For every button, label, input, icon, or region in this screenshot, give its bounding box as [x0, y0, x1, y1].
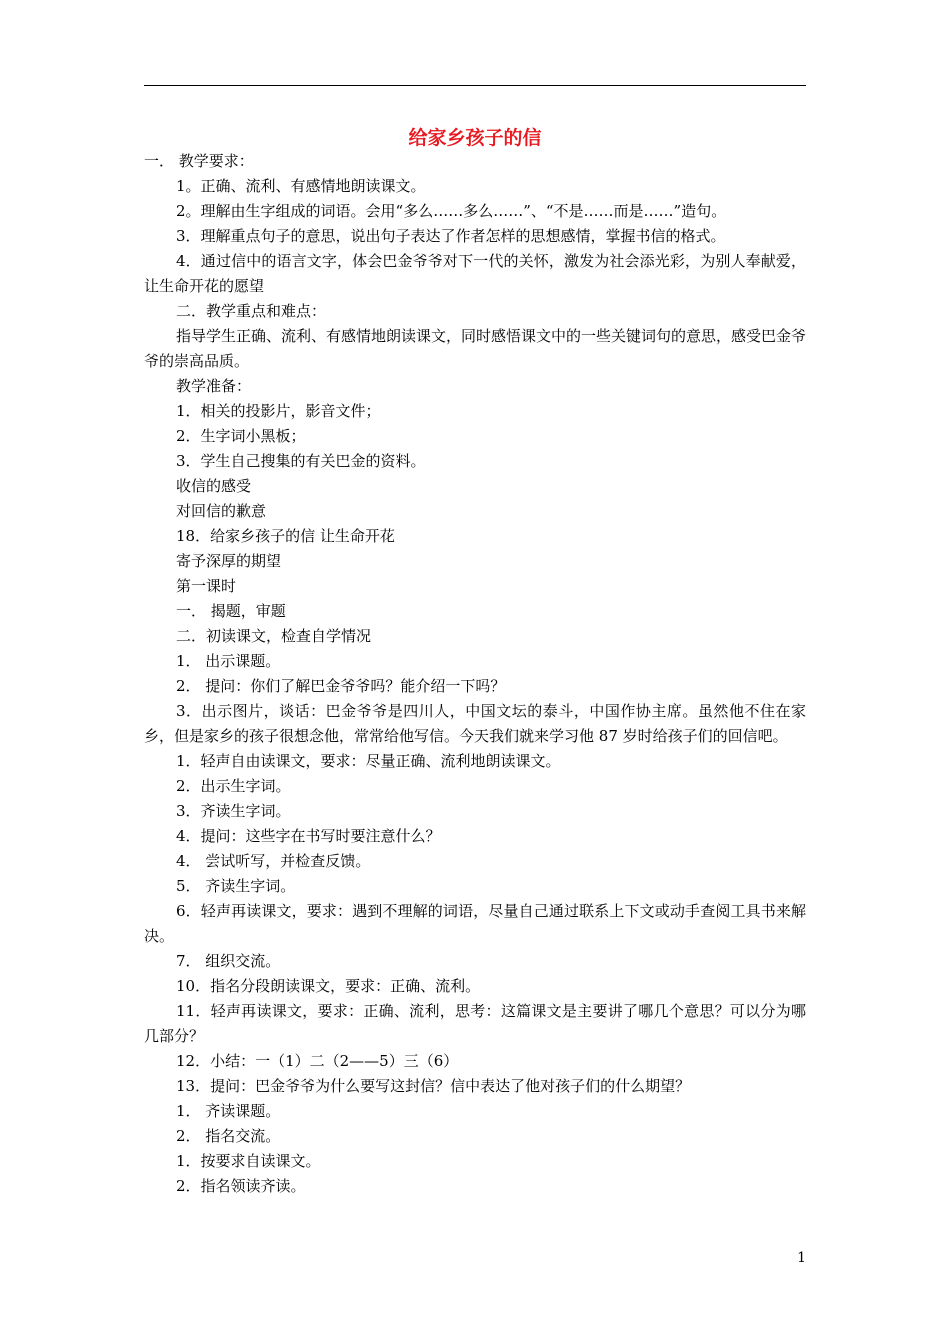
paragraph-line: 1． 齐读课题。 [176, 1102, 281, 1120]
paragraph-line: 13．提问：巴金爷爷为什么要写这封信？信中表达了他对孩子们的什么期望？ [176, 1077, 691, 1095]
paragraph-line: 1．相关的投影片，影音文件； [176, 402, 381, 420]
paragraph-line: 1．按要求自读课文。 [176, 1152, 321, 1170]
paragraph-line: 12．小结：一（1）二（2——5）三（6） [176, 1052, 459, 1070]
paragraph-line: 7． 组织交流。 [176, 952, 281, 970]
paragraph-line: 2．生字词小黑板； [176, 427, 306, 445]
paragraph-line: 收信的感受 [176, 477, 252, 495]
paragraph-line: 2．指名领读齐读。 [176, 1177, 306, 1195]
paragraph-line: 5． 齐读生字词。 [176, 877, 296, 895]
paragraph-line: 对回信的歉意 [176, 502, 267, 520]
paragraph-line: 1． 出示课题。 [176, 652, 281, 670]
paragraph-line: 11．轻声再读课文，要求：正确、流利，思考：这篇课文是主要讲了哪几个意思？可以分为哪几部分？ [144, 1002, 806, 1045]
paragraph-line: 4．提问：这些字在书写时要注意什么？ [176, 827, 441, 845]
paragraph-line: 二．教学重点和难点： [176, 302, 327, 320]
paragraph-line: 4．通过信中的语言文字，体会巴金爷爷对下一代的关怀，激发为社会添光彩，为别人奉献爱，让生命开花的愿望 [144, 252, 806, 295]
paragraph-line: 3．学生自己搜集的有关巴金的资料。 [176, 452, 426, 470]
paragraph-line: 第一课时 [176, 577, 237, 595]
paragraph-line: 2． 提问：你们了解巴金爷爷吗？能介绍一下吗？ [176, 677, 506, 695]
paragraph-line: 寄予深厚的期望 [176, 552, 282, 570]
document-title: 给家乡孩子的信 [408, 127, 542, 149]
paragraph-line: 3．出示图片，谈话：巴金爷爷是四川人，中国文坛的泰斗，中国作协主席。虽然他不住在家乡，但是家乡的孩子很想念他，常常给他写信。今天我们就来学习他 87 岁时给孩子们的回信吧。 [144, 702, 806, 745]
header-rule [144, 85, 806, 86]
paragraph-line: 3．理解重点句子的意思，说出句子表达了作者怎样的思想感情，掌握书信的格式。 [176, 227, 726, 245]
paragraph-line: 一． 揭题，审题 [176, 602, 286, 620]
paragraph-line: 教学准备： [176, 377, 252, 395]
paragraph-line: 2。理解由生字组成的词语。会用“多么……多么……”、“不是……而是……”造句。 [176, 202, 727, 220]
page-number: 1 [797, 1250, 806, 1266]
paragraph-line: 6．轻声再读课文，要求：遇到不理解的词语，尽量自己通过联系上下文或动手查阅工具书来解决。 [144, 902, 806, 945]
paragraph-line: 2． 指名交流。 [176, 1127, 281, 1145]
paragraph-line: 二．初读课文，检查自学情况 [176, 627, 372, 645]
paragraph-line: 指导学生正确、流利、有感情地朗读课文，同时感悟课文中的一些关键词句的意思，感受巴金爷爷的崇高品质。 [144, 327, 807, 370]
paragraph-line: 18．给家乡孩子的信 让生命开花 [176, 527, 395, 545]
paragraph-line: 1．轻声自由读课文，要求：尽量正确、流利地朗读课文。 [176, 752, 561, 770]
paragraph-line: 4． 尝试听写，并检查反馈。 [176, 852, 371, 870]
paragraph-line: 2．出示生字词。 [176, 777, 291, 795]
paragraph-line: 一． 教学要求： [144, 152, 254, 170]
paragraph-line: 1。正确、流利、有感情地朗读课文。 [176, 177, 426, 195]
document-body [144, 149, 806, 1199]
paragraph-line: 10．指名分段朗读课文，要求：正确、流利。 [176, 977, 481, 995]
paragraph-line: 3．齐读生字词。 [176, 802, 291, 820]
